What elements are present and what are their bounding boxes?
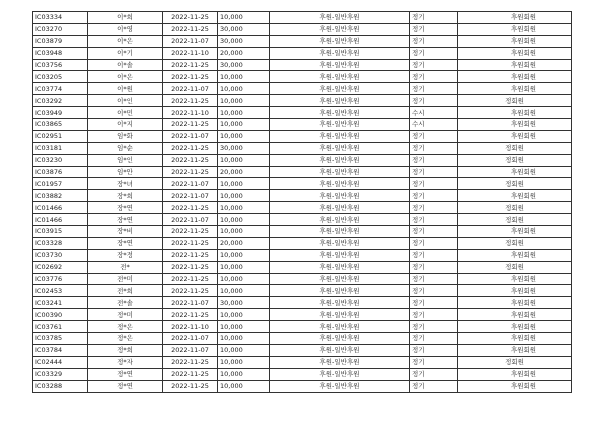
member-name-cell: 정*희 [88,344,163,356]
table-row [33,35,572,47]
member-grade-cell: 정회원 [458,178,572,190]
member-id-cell: IC03776 [33,273,88,285]
payment-cycle-cell: 정기 [410,202,458,214]
donation-type-cell: 후원-일반후원 [270,356,410,368]
donation-type-cell: 후원-일반후원 [270,261,410,273]
amount-cell: 30,000 [218,297,270,309]
member-grade-cell: 후원회원 [458,273,572,285]
donation-type-cell: 후원-일반후원 [270,142,410,154]
table-row [33,273,572,285]
table-row [33,368,572,380]
amount-cell: 10,000 [218,107,270,119]
member-name-cell: 임*안 [88,166,163,178]
donation-date-cell: 2022-11-25 [163,226,218,238]
member-id-cell: IC03882 [33,190,88,202]
payment-cycle-cell: 정기 [410,190,458,202]
donation-type-cell: 후원-일반후원 [270,71,410,83]
member-id-cell: IC03865 [33,119,88,131]
member-id-cell: IC03879 [33,35,88,47]
donation-type-cell: 후원-일반후원 [270,23,410,35]
donation-type-cell: 후원-일반후원 [270,333,410,345]
payment-cycle-cell: 정기 [410,12,458,24]
payment-cycle-cell: 정기 [410,166,458,178]
amount-cell: 10,000 [218,83,270,95]
amount-cell: 30,000 [218,23,270,35]
member-id-cell: IC03329 [33,368,88,380]
amount-cell: 10,000 [218,333,270,345]
donation-type-cell: 후원-일반후원 [270,237,410,249]
member-id-cell: IC03756 [33,59,88,71]
donation-type-cell: 후원-일반후원 [270,309,410,321]
member-id-cell: IC03948 [33,47,88,59]
member-id-cell: IC03784 [33,344,88,356]
member-grade-cell: 후원회원 [458,249,572,261]
amount-cell: 10,000 [218,356,270,368]
member-name-cell: 이*은 [88,35,163,47]
member-id-cell: IC01466 [33,202,88,214]
amount-cell: 10,000 [218,71,270,83]
member-grade-cell: 후원회원 [458,297,572,309]
member-name-cell: 장*녀 [88,178,163,190]
payment-cycle-cell: 수시 [410,119,458,131]
member-name-cell: 전*솔 [88,297,163,309]
donation-type-cell: 후원-일반후원 [270,83,410,95]
table-row [33,95,572,107]
amount-cell: 10,000 [218,380,270,392]
donation-date-cell: 2022-11-25 [163,59,218,71]
donation-date-cell: 2022-11-25 [163,356,218,368]
table-row [33,178,572,190]
amount-cell: 10,000 [218,119,270,131]
table-row [33,226,572,238]
table-row [33,214,572,226]
member-id-cell: IC00390 [33,309,88,321]
member-grade-cell: 후원회원 [458,71,572,83]
amount-cell: 10,000 [218,214,270,226]
member-name-cell: 이*은 [88,71,163,83]
donation-date-cell: 2022-11-25 [163,119,218,131]
member-id-cell: IC03328 [33,237,88,249]
payment-cycle-cell: 정기 [410,178,458,190]
table-row [33,321,572,333]
member-id-cell: IC02951 [33,130,88,142]
member-grade-cell: 후원회원 [458,333,572,345]
member-id-cell: IC03876 [33,166,88,178]
donation-date-cell: 2022-11-25 [163,380,218,392]
member-grade-cell: 정회원 [458,95,572,107]
payment-cycle-cell: 정기 [410,368,458,380]
donation-type-cell: 후원-일반후원 [270,214,410,226]
donation-type-cell: 후원-일반후원 [270,59,410,71]
member-id-cell: IC03270 [33,23,88,35]
payment-cycle-cell: 정기 [410,273,458,285]
member-id-cell: IC03288 [33,380,88,392]
donation-type-cell: 후원-일반후원 [270,285,410,297]
member-grade-cell: 후원회원 [458,368,572,380]
table-row [33,297,572,309]
table-row [33,285,572,297]
donation-date-cell: 2022-11-07 [163,333,218,345]
donation-type-cell: 후원-일반후원 [270,47,410,59]
donation-date-cell: 2022-11-25 [163,237,218,249]
table-row [33,261,572,273]
amount-cell: 20,000 [218,237,270,249]
donation-date-cell: 2022-11-07 [163,178,218,190]
member-grade-cell: 정회원 [458,237,572,249]
payment-cycle-cell: 정기 [410,309,458,321]
donation-date-cell: 2022-11-25 [163,368,218,380]
payment-cycle-cell: 정기 [410,261,458,273]
amount-cell: 10,000 [218,130,270,142]
member-grade-cell: 후원회원 [458,23,572,35]
payment-cycle-cell: 정기 [410,237,458,249]
table-row [33,107,572,119]
donation-type-cell: 후원-일반후원 [270,95,410,107]
payment-cycle-cell: 정기 [410,47,458,59]
payment-cycle-cell: 정기 [410,154,458,166]
member-name-cell: 임*화 [88,130,163,142]
donation-type-cell: 후원-일반후원 [270,249,410,261]
donation-date-cell: 2022-11-25 [163,95,218,107]
table-row [33,59,572,71]
donation-type-cell: 후원-일반후원 [270,273,410,285]
donation-type-cell: 후원-일반후원 [270,190,410,202]
member-name-cell: 장*연 [88,237,163,249]
amount-cell: 10,000 [218,178,270,190]
donation-type-cell: 후원-일반후원 [270,368,410,380]
payment-cycle-cell: 수시 [410,107,458,119]
member-grade-cell: 후원회원 [458,119,572,131]
payment-cycle-cell: 정기 [410,214,458,226]
member-grade-cell: 정회원 [458,356,572,368]
member-grade-cell: 후원회원 [458,380,572,392]
table-row [33,71,572,83]
table-row [33,380,572,392]
amount-cell: 10,000 [218,321,270,333]
member-name-cell: 정*연 [88,368,163,380]
member-grade-cell: 후원회원 [458,12,572,24]
donation-date-cell: 2022-11-25 [163,261,218,273]
donation-date-cell: 2022-11-25 [163,154,218,166]
payment-cycle-cell: 정기 [410,249,458,261]
member-name-cell: 이*기 [88,47,163,59]
member-grade-cell: 후원회원 [458,166,572,178]
donation-type-cell: 후원-일반후원 [270,344,410,356]
table-body [33,12,572,393]
amount-cell: 10,000 [218,273,270,285]
table-row [33,130,572,142]
payment-cycle-cell: 정기 [410,333,458,345]
member-grade-cell: 후원회원 [458,59,572,71]
donation-type-cell: 후원-일반후원 [270,380,410,392]
table-row [33,237,572,249]
member-grade-cell: 후원회원 [458,107,572,119]
amount-cell: 30,000 [218,35,270,47]
member-id-cell: IC01957 [33,178,88,190]
member-name-cell: 전*희 [88,285,163,297]
donation-type-cell: 후원-일반후원 [270,321,410,333]
donation-date-cell: 2022-11-07 [163,190,218,202]
payment-cycle-cell: 정기 [410,285,458,297]
member-name-cell: 이*희 [88,12,163,24]
amount-cell: 10,000 [218,154,270,166]
member-name-cell: 장*희 [88,190,163,202]
member-grade-cell: 후원회원 [458,309,572,321]
amount-cell: 10,000 [218,95,270,107]
donation-date-cell: 2022-11-25 [163,71,218,83]
donation-type-cell: 후원-일반후원 [270,154,410,166]
table-row [33,142,572,154]
donation-date-cell: 2022-11-25 [163,142,218,154]
member-id-cell: IC03730 [33,249,88,261]
member-name-cell: 장*정 [88,249,163,261]
amount-cell: 10,000 [218,368,270,380]
table-row [33,119,572,131]
donation-type-cell: 후원-일반후원 [270,178,410,190]
member-id-cell: IC03230 [33,154,88,166]
member-name-cell: 임*순 [88,142,163,154]
payment-cycle-cell: 정기 [410,130,458,142]
donation-type-cell: 후원-일반후원 [270,166,410,178]
donation-type-cell: 후원-일반후원 [270,297,410,309]
member-id-cell: IC03334 [33,12,88,24]
table-row [33,356,572,368]
member-grade-cell: 후원회원 [458,344,572,356]
donation-type-cell: 후원-일반후원 [270,35,410,47]
member-grade-cell: 후원회원 [458,321,572,333]
donation-date-cell: 2022-11-10 [163,321,218,333]
donation-date-cell: 2022-11-07 [163,344,218,356]
document-page [32,11,571,393]
donation-date-cell: 2022-11-10 [163,107,218,119]
member-grade-cell: 후원회원 [458,226,572,238]
member-id-cell: IC02453 [33,285,88,297]
member-grade-cell: 정회원 [458,154,572,166]
donation-type-cell: 후원-일반후원 [270,226,410,238]
member-id-cell: IC01466 [33,214,88,226]
member-grade-cell: 후원회원 [458,285,572,297]
donation-type-cell: 후원-일반후원 [270,119,410,131]
member-name-cell: 이*솔 [88,59,163,71]
amount-cell: 10,000 [218,309,270,321]
member-grade-cell: 후원회원 [458,35,572,47]
member-grade-cell: 정회원 [458,202,572,214]
payment-cycle-cell: 정기 [410,226,458,238]
member-name-cell: 이*원 [88,83,163,95]
member-name-cell: 임*인 [88,154,163,166]
payment-cycle-cell: 정기 [410,380,458,392]
table-row [33,23,572,35]
payment-cycle-cell: 정기 [410,35,458,47]
table-row [33,154,572,166]
member-name-cell: 전* [88,261,163,273]
donation-date-cell: 2022-11-07 [163,83,218,95]
member-name-cell: 이*영 [88,23,163,35]
payment-cycle-cell: 정기 [410,71,458,83]
member-name-cell: 정*은 [88,333,163,345]
member-grade-cell: 정회원 [458,214,572,226]
donation-date-cell: 2022-11-07 [163,214,218,226]
payment-cycle-cell: 정기 [410,142,458,154]
donation-date-cell: 2022-11-07 [163,35,218,47]
amount-cell: 10,000 [218,344,270,356]
table-row [33,309,572,321]
member-id-cell: IC03181 [33,142,88,154]
member-grade-cell: 후원회원 [458,47,572,59]
member-id-cell: IC03949 [33,107,88,119]
payment-cycle-cell: 정기 [410,356,458,368]
member-name-cell: 정*자 [88,356,163,368]
donation-type-cell: 후원-일반후원 [270,12,410,24]
donation-date-cell: 2022-11-25 [163,249,218,261]
amount-cell: 30,000 [218,59,270,71]
member-name-cell: 이*민 [88,107,163,119]
donation-table [32,11,572,393]
amount-cell: 10,000 [218,202,270,214]
member-id-cell: IC03761 [33,321,88,333]
amount-cell: 20,000 [218,166,270,178]
amount-cell: 10,000 [218,12,270,24]
member-grade-cell: 후원회원 [458,83,572,95]
donation-date-cell: 2022-11-10 [163,47,218,59]
amount-cell: 10,000 [218,249,270,261]
table-row [33,47,572,59]
payment-cycle-cell: 정기 [410,344,458,356]
table-row [33,83,572,95]
donation-date-cell: 2022-11-25 [163,166,218,178]
member-name-cell: 정*미 [88,309,163,321]
member-name-cell: 정*연 [88,380,163,392]
payment-cycle-cell: 정기 [410,59,458,71]
member-id-cell: IC03205 [33,71,88,83]
payment-cycle-cell: 정기 [410,297,458,309]
donation-date-cell: 2022-11-25 [163,285,218,297]
donation-type-cell: 후원-일반후원 [270,202,410,214]
donation-date-cell: 2022-11-25 [163,273,218,285]
table-row [33,333,572,345]
member-grade-cell: 정회원 [458,142,572,154]
amount-cell: 30,000 [218,142,270,154]
member-name-cell: 정*은 [88,321,163,333]
member-grade-cell: 후원회원 [458,130,572,142]
member-grade-cell: 정회원 [458,261,572,273]
amount-cell: 10,000 [218,285,270,297]
payment-cycle-cell: 정기 [410,23,458,35]
member-id-cell: IC03774 [33,83,88,95]
donation-type-cell: 후원-일반후원 [270,130,410,142]
member-id-cell: IC02444 [33,356,88,368]
payment-cycle-cell: 정기 [410,321,458,333]
amount-cell: 10,000 [218,190,270,202]
member-name-cell: 장*연 [88,202,163,214]
table-row [33,249,572,261]
table-row [33,166,572,178]
donation-date-cell: 2022-11-25 [163,309,218,321]
amount-cell: 10,000 [218,226,270,238]
member-id-cell: IC03785 [33,333,88,345]
table-row [33,12,572,24]
donation-date-cell: 2022-11-07 [163,130,218,142]
member-id-cell: IC03915 [33,226,88,238]
table-row [33,344,572,356]
member-id-cell: IC03241 [33,297,88,309]
member-id-cell: IC03292 [33,95,88,107]
payment-cycle-cell: 정기 [410,95,458,107]
amount-cell: 10,000 [218,261,270,273]
donation-date-cell: 2022-11-07 [163,297,218,309]
table-row [33,202,572,214]
member-name-cell: 이*지 [88,119,163,131]
donation-date-cell: 2022-11-25 [163,23,218,35]
donation-type-cell: 후원-일반후원 [270,107,410,119]
member-name-cell: 이*인 [88,95,163,107]
member-name-cell: 장*비 [88,226,163,238]
member-grade-cell: 후원회원 [458,190,572,202]
donation-date-cell: 2022-11-25 [163,12,218,24]
donation-date-cell: 2022-11-25 [163,202,218,214]
member-name-cell: 장*연 [88,214,163,226]
amount-cell: 20,000 [218,47,270,59]
member-id-cell: IC02692 [33,261,88,273]
payment-cycle-cell: 정기 [410,83,458,95]
table-row [33,190,572,202]
member-name-cell: 전*미 [88,273,163,285]
